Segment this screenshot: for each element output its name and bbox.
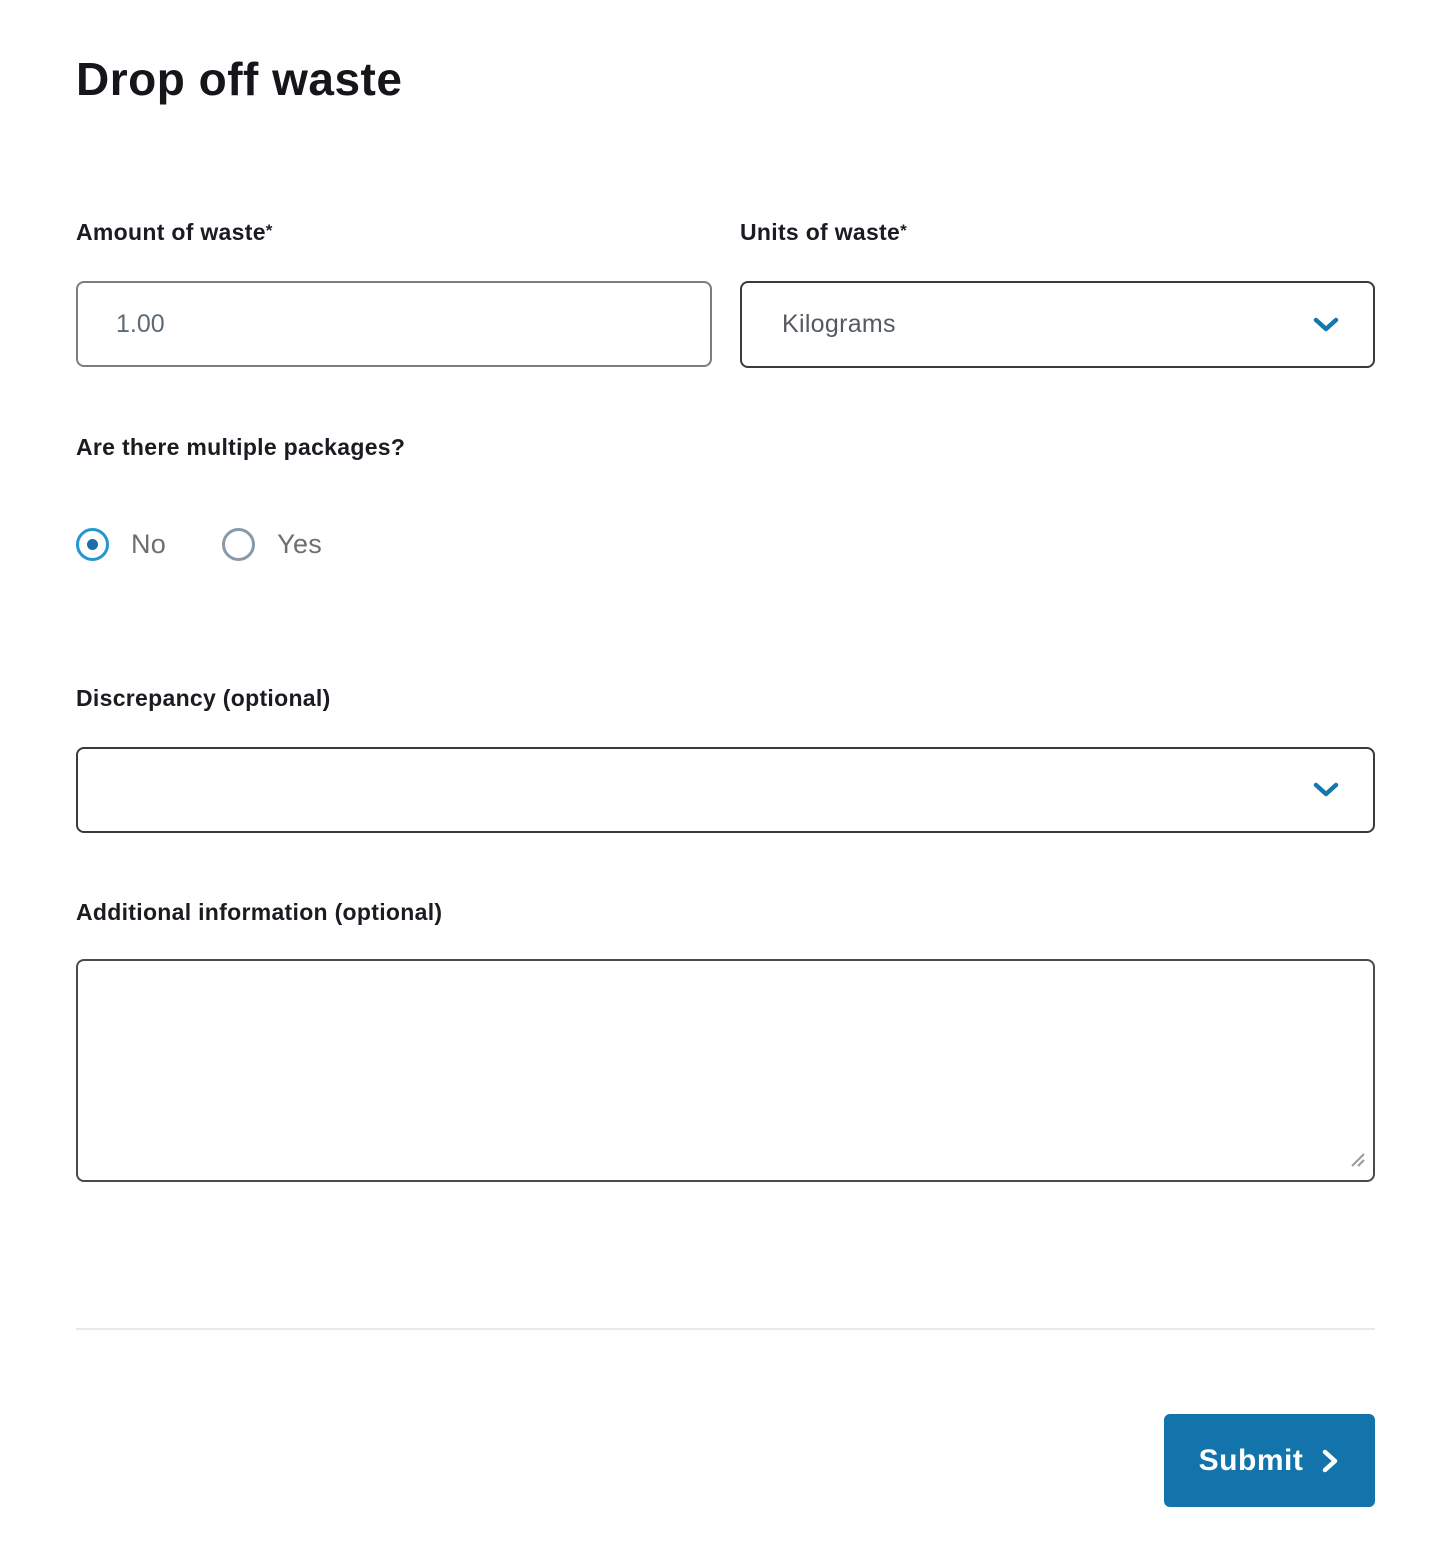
submit-row xyxy=(76,1414,1375,1507)
units-selected-value: Kilograms xyxy=(782,310,896,339)
amount-required-marker: * xyxy=(265,221,273,241)
units-label-text: Units of waste xyxy=(740,219,901,246)
additional-info-textarea[interactable] xyxy=(76,959,1375,1182)
multiple-packages-label: Are there multiple packages? xyxy=(76,434,406,461)
submit-button[interactable] xyxy=(1164,1414,1375,1507)
radio-button-yes[interactable] xyxy=(222,528,255,561)
additional-info-textarea-wrap xyxy=(76,959,1375,1182)
amount-label-text: Amount of waste xyxy=(76,219,266,246)
radio-dot xyxy=(87,539,98,550)
units-label xyxy=(740,217,1375,247)
radio-option-yes[interactable] xyxy=(222,528,322,561)
discrepancy-label: Discrepancy (optional) xyxy=(76,685,331,712)
page-title: Drop off waste xyxy=(76,53,403,105)
amount-label xyxy=(76,217,712,247)
radio-label-yes: Yes xyxy=(277,529,323,560)
additional-info-label: Additional information (optional) xyxy=(76,899,443,926)
units-required-marker: * xyxy=(900,221,908,241)
amount-field-group xyxy=(76,217,712,368)
multiple-packages-radio-group xyxy=(76,528,1375,561)
discrepancy-select[interactable] xyxy=(76,747,1375,833)
radio-button-no[interactable] xyxy=(76,528,109,561)
units-select[interactable] xyxy=(740,281,1375,368)
chevron-down-icon xyxy=(1313,317,1339,333)
multiple-packages-group xyxy=(76,432,1375,561)
radio-label-no: No xyxy=(131,529,167,560)
amount-input[interactable] xyxy=(76,281,712,367)
chevron-right-icon xyxy=(1320,1448,1340,1474)
units-field-group xyxy=(740,217,1375,368)
discrepancy-field-group xyxy=(76,683,1375,833)
radio-option-no[interactable] xyxy=(76,528,166,561)
chevron-down-icon xyxy=(1313,782,1339,798)
additional-info-field-group xyxy=(76,897,1375,1182)
amount-units-row xyxy=(76,217,1375,368)
section-divider xyxy=(76,1328,1375,1330)
submit-button-label: Submit xyxy=(1198,1443,1304,1477)
